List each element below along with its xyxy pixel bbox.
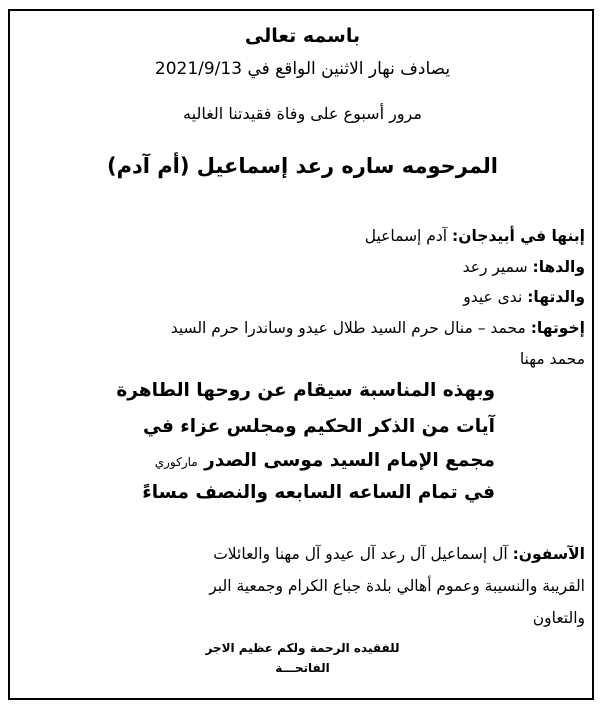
- father-name: سمير رعد: [462, 258, 528, 276]
- condolers-row: [213, 547, 585, 563]
- son-label: إبنها في أبيدجان:: [452, 227, 585, 245]
- son-row: [365, 229, 585, 245]
- announcement-line-3: [155, 452, 495, 471]
- siblings-row: [171, 321, 585, 337]
- occasion-line: مرور أسبوع على وفاة فقيدتنا الغاليه: [183, 104, 422, 123]
- date-line: يصادف نهار الاثنين الواقع في 2021/9/13: [154, 59, 451, 79]
- deceased-name: المرحومه ساره رعد إسماعيل (أم آدم): [106, 154, 499, 178]
- siblings-continued: محمد مهنا: [519, 350, 585, 368]
- announcement-line-4: في تمام الساعه السابعه والنصف مساءً: [142, 482, 495, 503]
- siblings-label: إخوتها:: [530, 319, 585, 337]
- announcement-line-2: آيات من الذكر الحكيم ومجلس عزاء في: [142, 416, 495, 437]
- mother-label: والدتها:: [527, 288, 585, 306]
- mother-name: ندى عيدو: [463, 288, 523, 306]
- father-row: [463, 260, 585, 276]
- venue-name: مجمع الإمام السيد موسى الصدر: [204, 450, 495, 471]
- condolers-names: آل إسماعيل آل رعد آل عيدو آل مهنا والعائلات: [213, 545, 508, 563]
- father-label: والدها:: [532, 258, 585, 276]
- fatiha: الفاتحـــة: [275, 661, 330, 675]
- mother-row: [463, 290, 585, 306]
- condolers-line-2: القريبة والنسيبة وعموم أهالي بلدة جباع الكرام وجمعية البر: [209, 577, 585, 595]
- condolers-line-3: والتعاون: [532, 609, 585, 627]
- venue-hall: ماركوري: [154, 455, 198, 469]
- siblings-names: محمد – منال حرم السيد طلال عيدو وساندرا حرم السيد: [170, 319, 526, 337]
- announcement-line-1: وبهذه المناسبة سيقام عن روحها الطاهرة: [116, 380, 495, 401]
- greeting: باسمه تعالى: [244, 25, 361, 47]
- closing-prayer: للفقيده الرحمة ولكم عظيم الاجر: [205, 641, 400, 655]
- condolers-label: الآسفون:: [512, 545, 585, 563]
- son-name: آدم إسماعيل: [364, 227, 448, 245]
